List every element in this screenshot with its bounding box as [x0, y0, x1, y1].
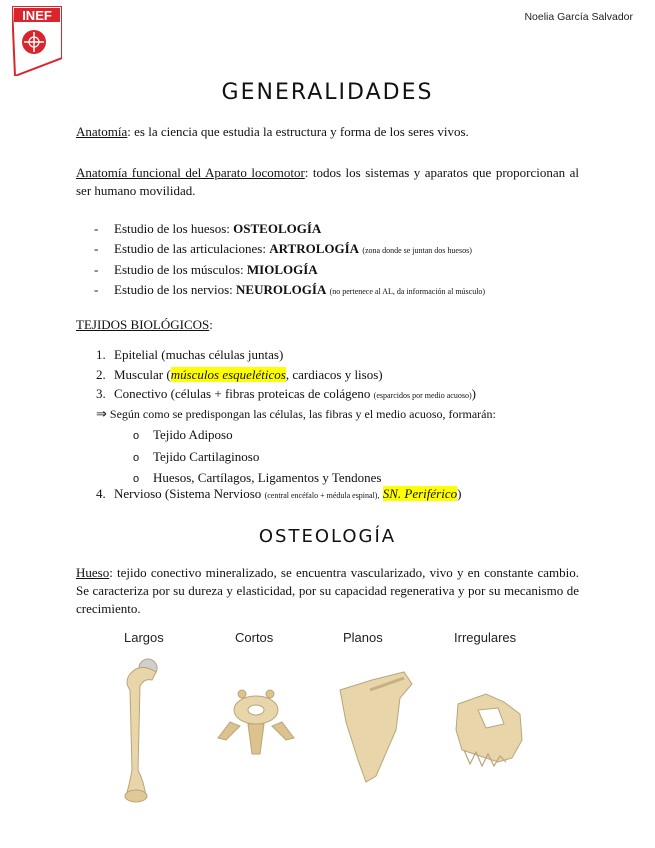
bone-illustrations: [100, 650, 560, 810]
inef-logo: [12, 6, 62, 76]
section-title: OSTEOLOGÍA: [258, 526, 397, 547]
list-item: o Tejido Adiposo: [133, 427, 233, 442]
tissues-heading: TEJIDOS BIOLÓGICOS:: [76, 317, 213, 332]
list-item: 2. Muscular (músculos esqueléticos, cardiacos y lisos): [96, 366, 383, 382]
highlight: SN. Periférico: [382, 486, 458, 501]
bone-term: Hueso: [76, 565, 110, 580]
author-name: Noelia García Salvador: [524, 11, 633, 23]
bone-label-short: Cortos: [235, 630, 274, 645]
short-bone-image: [218, 690, 294, 754]
functional-text: : todos los sistemas y aparatos que proporcionan al ser humano movilidad.: [76, 165, 580, 198]
highlight: músculos esqueléticos: [170, 366, 286, 382]
functional-term: Anatomía funcional del Aparato locomotor: [76, 165, 305, 180]
bone-label-long: Largos: [124, 630, 164, 645]
list-item: o Huesos, Cartílagos, Ligamentos y Tendones: [133, 470, 382, 485]
arrow-note: ⇒ Según como se predispongan las células, las fibras y el medio acuoso, formarán:: [96, 407, 496, 422]
irregular-bone-image: [456, 694, 522, 766]
list-item: - Estudio de las articulaciones: ARTROLOGÍA (zona donde se juntan dos huesos): [94, 240, 472, 256]
arrow-icon: ⇒: [96, 407, 107, 422]
anatomy-definition: [76, 123, 579, 141]
list-item: o Tejido Cartilaginoso: [133, 448, 260, 464]
bone-label-irregular: Irregulares: [454, 630, 517, 645]
list-item: 1. Epitelial (muchas células juntas): [96, 347, 284, 362]
functional-definition: [76, 164, 579, 200]
page-title: GENERALIDADES: [221, 80, 434, 105]
bone-label-flat: Planos: [343, 630, 383, 645]
nervous-item: [96, 484, 576, 506]
logo-text: INEF: [22, 8, 52, 23]
list-item: 3. Conectivo (células + fibras proteicas de colágeno (esparcidos por medio acuoso)): [96, 386, 476, 401]
flat-bone-image: [340, 672, 412, 782]
list-item: - Estudio de los huesos: OSTEOLOGÍA: [94, 221, 322, 236]
list-item: - Estudio de los nervios: NEUROLOGÍA (no pertenece al AL, da información al músculo): [94, 281, 486, 297]
bone-text: : tejido conectivo mineralizado, se encuentra vascularizado, vivo y en constante cambio. Se caracteriza por su dureza y elasticidad, por su capacidad regenerativa y por su mecanismo de crecimiento.: [76, 565, 579, 616]
study-list: [94, 219, 574, 301]
long-bone-image: [125, 659, 157, 802]
tissues-list: [96, 345, 576, 406]
list-item: 4. Nervioso (Sistema Nervioso (central encéfalo + médula espinal), SN. Periférico): [96, 486, 462, 501]
anatomy-term: Anatomía: [76, 124, 128, 139]
anatomy-text: : es la ciencia que estudia la estructura y forma de los seres vivos.: [127, 124, 469, 139]
list-item: - Estudio de los músculos: MIOLOGÍA: [94, 262, 318, 277]
tissue-sub-list: [133, 425, 381, 490]
bone-definition: [76, 564, 579, 618]
